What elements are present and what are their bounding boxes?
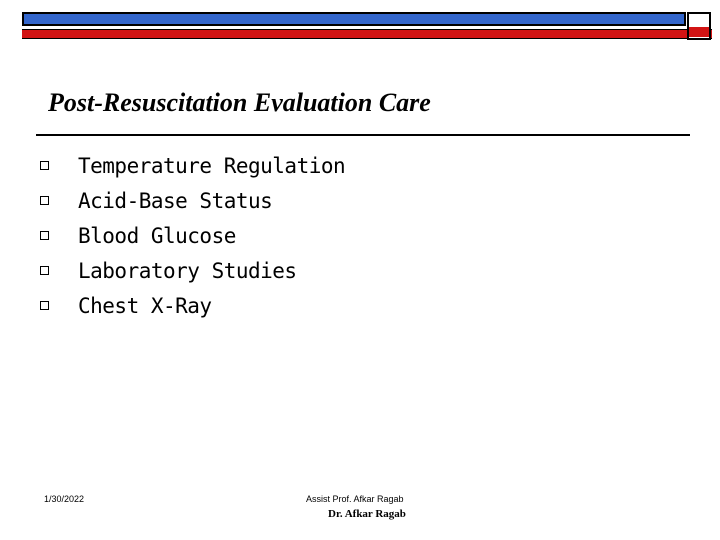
slide-title: Post-Resuscitation Evaluation Care	[48, 88, 431, 117]
footer-author: Dr. Afkar Ragab	[328, 508, 406, 520]
bullet-text: Laboratory Studies	[78, 258, 297, 283]
top-decorative-bar	[22, 12, 712, 40]
title-divider	[36, 134, 690, 136]
list-item	[38, 218, 345, 253]
bullet-text: Temperature Regulation	[78, 153, 346, 178]
red-header-stripe	[22, 29, 712, 39]
square-bullet-icon	[40, 231, 49, 240]
list-item	[38, 148, 345, 183]
footer-date: 1/30/2022	[44, 494, 85, 504]
corner-decoration	[687, 12, 711, 40]
bullet-list	[38, 148, 345, 323]
square-bullet-icon	[40, 161, 49, 170]
list-item	[38, 253, 345, 288]
footer-presenter: Assist Prof. Afkar Ragab	[306, 494, 404, 504]
bullet-text: Acid-Base Status	[78, 188, 273, 213]
square-bullet-icon	[40, 301, 49, 310]
bullet-text: Chest X-Ray	[78, 293, 212, 318]
square-bullet-icon	[40, 266, 49, 275]
square-bullet-icon	[40, 196, 49, 205]
list-item	[38, 183, 345, 218]
list-item	[38, 288, 345, 323]
bullet-text: Blood Glucose	[78, 223, 236, 248]
blue-header-stripe	[22, 12, 686, 26]
